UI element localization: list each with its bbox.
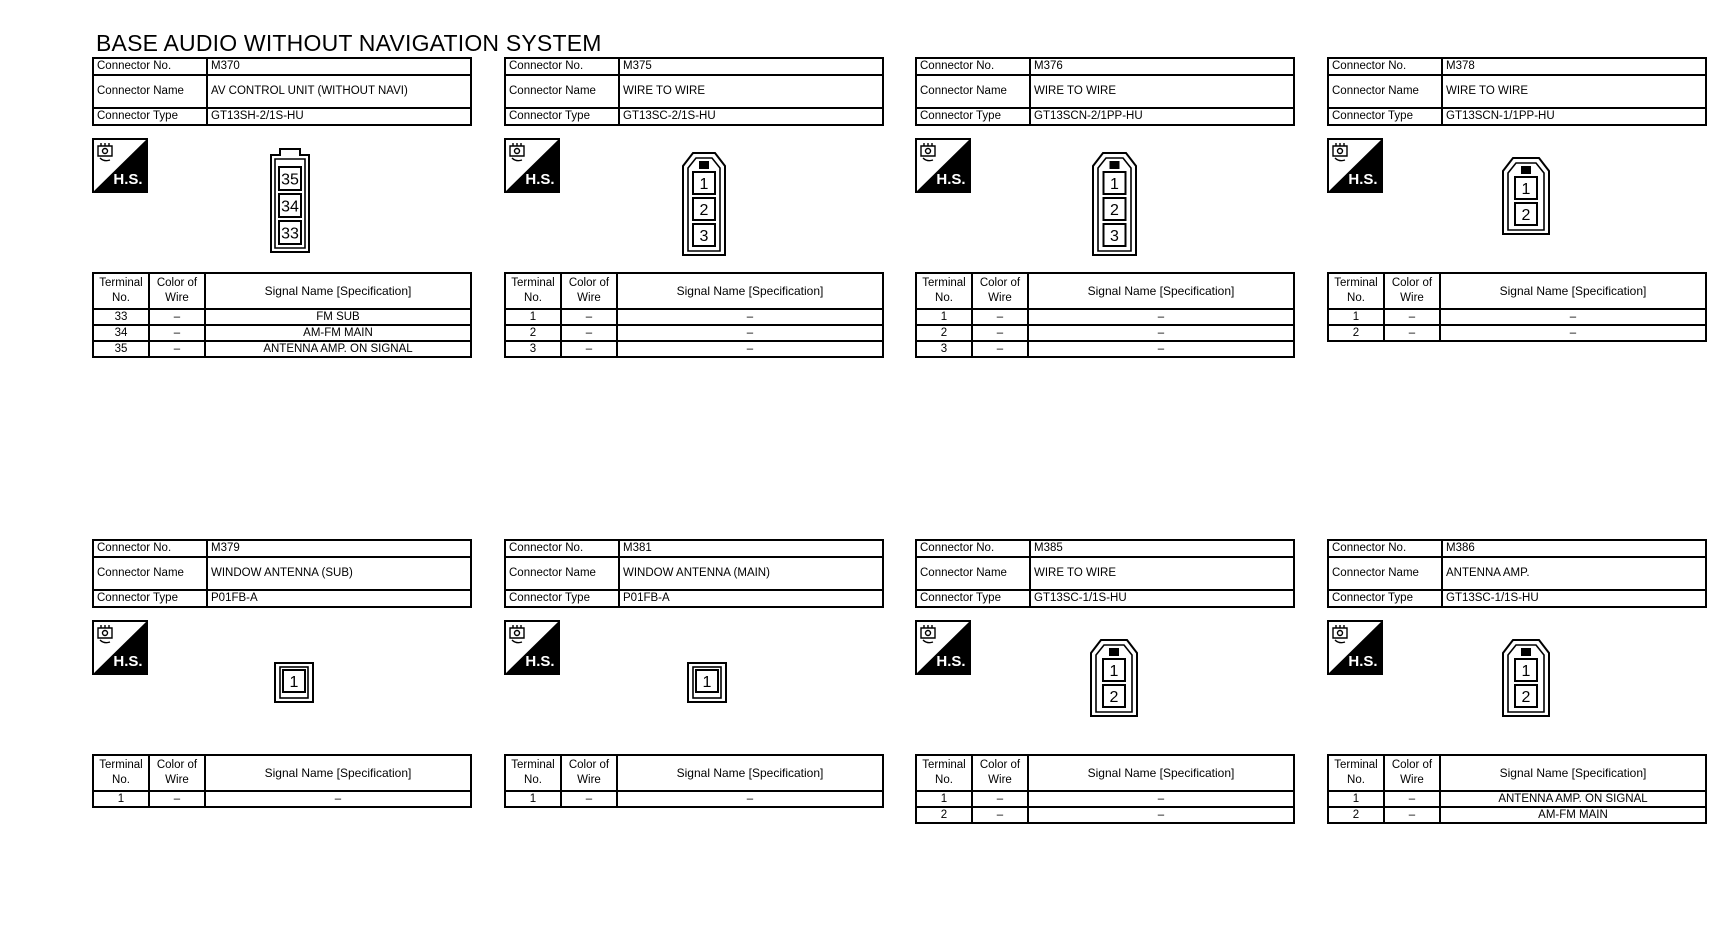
signal-name: –: [617, 791, 883, 807]
svg-text:H.S.: H.S.: [936, 653, 966, 670]
terminal-no: 1: [1328, 791, 1384, 807]
wire-color: –: [972, 807, 1028, 823]
terminal-no: 34: [93, 325, 149, 341]
table-row: [916, 325, 1294, 341]
terminal-table: [915, 272, 1295, 358]
terminal-no-header: Terminal No.: [1328, 273, 1384, 309]
terminal-table: [92, 272, 472, 358]
connector-no-value: M379: [207, 540, 471, 557]
connector-block: [1327, 539, 1707, 821]
table-row: [1328, 807, 1706, 823]
connector-diagram: [681, 152, 727, 263]
color-of-wire-header: Color of Wire: [1384, 273, 1440, 309]
connector-type-value: GT13SC-1/1S-HU: [1442, 590, 1706, 607]
terminal-no: 2: [916, 807, 972, 823]
pin-number: 2: [699, 202, 709, 219]
terminal-no: 33: [93, 309, 149, 325]
table-row: [505, 309, 883, 325]
signal-name: –: [1440, 325, 1706, 341]
pin-number: 1: [699, 176, 709, 193]
terminal-no: 2: [1328, 807, 1384, 823]
wire-color: –: [972, 325, 1028, 341]
connector-name-value: WIRE TO WIRE: [1030, 75, 1294, 108]
connector-info-table: [1327, 57, 1707, 126]
connector-type-value: GT13SCN-2/1PP-HU: [1030, 108, 1294, 125]
connector-block: [915, 57, 1295, 355]
signal-name: –: [1028, 791, 1294, 807]
color-of-wire-header: Color of Wire: [561, 273, 617, 309]
wire-color: –: [972, 309, 1028, 325]
connector-type-label: Connector Type: [916, 590, 1030, 607]
connector-name-label: Connector Name: [1328, 75, 1442, 108]
connector-name-label: Connector Name: [916, 557, 1030, 590]
table-row: [916, 791, 1294, 807]
connector-no-label: Connector No.: [1328, 540, 1442, 557]
wire-color: –: [972, 341, 1028, 357]
connector-name-label: Connector Name: [916, 75, 1030, 108]
wire-color: –: [561, 309, 617, 325]
svg-text:H.S.: H.S.: [936, 171, 966, 188]
table-row: [916, 309, 1294, 325]
terminal-no: 35: [93, 341, 149, 357]
connector-name-value: WINDOW ANTENNA (SUB): [207, 557, 471, 590]
harness-side-icon: [504, 620, 560, 675]
connector-diagram: [687, 662, 727, 709]
wire-color: –: [149, 791, 205, 807]
connector-diagram: [267, 147, 313, 261]
pin-number: 2: [1109, 689, 1119, 706]
table-row: [505, 325, 883, 341]
connector-no-value: M376: [1030, 58, 1294, 75]
connector-type-value: P01FB-A: [207, 590, 471, 607]
pin-number: 33: [281, 225, 299, 243]
terminal-table: [1327, 754, 1707, 824]
signal-name: –: [617, 325, 883, 341]
connector-type-label: Connector Type: [93, 108, 207, 125]
pin-number: 1: [1521, 181, 1531, 198]
signal-name: FM SUB: [205, 309, 471, 325]
connector-name-value: WIRE TO WIRE: [619, 75, 883, 108]
connector-name-label: Connector Name: [505, 557, 619, 590]
connector-type-label: Connector Type: [916, 108, 1030, 125]
terminal-no-header: Terminal No.: [1328, 755, 1384, 791]
connector-diagram: [1501, 157, 1551, 242]
signal-name-header: Signal Name [Specification]: [1440, 273, 1706, 309]
connector-no-label: Connector No.: [505, 540, 619, 557]
terminal-no: 1: [505, 791, 561, 807]
harness-side-icon: [92, 620, 148, 675]
terminal-no-header: Terminal No.: [916, 273, 972, 309]
terminal-no: 2: [1328, 325, 1384, 341]
connector-no-label: Connector No.: [93, 540, 207, 557]
table-row: [93, 341, 471, 357]
pin-number: 1: [1110, 176, 1119, 193]
color-of-wire-header: Color of Wire: [972, 755, 1028, 791]
terminal-no: 2: [505, 325, 561, 341]
signal-name: –: [1028, 807, 1294, 823]
svg-text:H.S.: H.S.: [1348, 171, 1378, 188]
svg-text:H.S.: H.S.: [1348, 653, 1378, 670]
connector-type-value: GT13SH-2/1S-HU: [207, 108, 471, 125]
wire-color: –: [149, 309, 205, 325]
pin-number: 1: [1521, 663, 1531, 680]
connector-info-table: [504, 539, 884, 608]
wire-color: –: [972, 791, 1028, 807]
signal-name: –: [205, 791, 471, 807]
terminal-no-header: Terminal No.: [505, 273, 561, 309]
connector-name-value: AV CONTROL UNIT (WITHOUT NAVI): [207, 75, 471, 108]
connector-diagram: [1089, 639, 1139, 724]
connector-type-value: GT13SC-2/1S-HU: [619, 108, 883, 125]
pin-number: 3: [1110, 228, 1119, 245]
signal-name-header: Signal Name [Specification]: [205, 755, 471, 791]
connector-block: [92, 57, 472, 355]
terminal-no: 3: [505, 341, 561, 357]
terminal-no: 3: [916, 341, 972, 357]
pin-number: 2: [1521, 207, 1531, 224]
wire-color: –: [1384, 791, 1440, 807]
harness-side-icon: [1327, 138, 1383, 193]
terminal-table: [504, 272, 884, 358]
pin-number: 34: [281, 198, 299, 216]
connector-no-value: M386: [1442, 540, 1706, 557]
signal-name-header: Signal Name [Specification]: [205, 273, 471, 309]
signal-name-header: Signal Name [Specification]: [1028, 273, 1294, 309]
signal-name-header: Signal Name [Specification]: [1028, 755, 1294, 791]
signal-name: –: [1028, 341, 1294, 357]
table-row: [1328, 309, 1706, 325]
connector-name-label: Connector Name: [93, 75, 207, 108]
pin-number: 1: [702, 674, 712, 691]
connector-type-label: Connector Type: [505, 590, 619, 607]
connector-type-label: Connector Type: [93, 590, 207, 607]
terminal-no-header: Terminal No.: [93, 755, 149, 791]
terminal-no: 1: [93, 791, 149, 807]
connector-diagram: [1091, 152, 1138, 263]
table-row: [505, 341, 883, 357]
wire-color: –: [1384, 325, 1440, 341]
terminal-no: 1: [916, 309, 972, 325]
pin-number: 35: [281, 171, 299, 189]
signal-name: AM-FM MAIN: [1440, 807, 1706, 823]
page-title: BASE AUDIO WITHOUT NAVIGATION SYSTEM: [96, 30, 602, 56]
signal-name: –: [1028, 309, 1294, 325]
svg-text:H.S.: H.S.: [113, 171, 143, 188]
connector-no-label: Connector No.: [93, 58, 207, 75]
color-of-wire-header: Color of Wire: [149, 273, 205, 309]
connector-type-label: Connector Type: [1328, 590, 1442, 607]
terminal-no: 1: [1328, 309, 1384, 325]
connector-name-value: WINDOW ANTENNA (MAIN): [619, 557, 883, 590]
connector-name-label: Connector Name: [1328, 557, 1442, 590]
connector-info-table: [1327, 539, 1707, 608]
connector-name-value: WIRE TO WIRE: [1442, 75, 1706, 108]
pin-number: 1: [1109, 663, 1119, 680]
harness-side-icon: [504, 138, 560, 193]
connector-no-value: M375: [619, 58, 883, 75]
wire-color: –: [561, 791, 617, 807]
connector-type-value: GT13SC-1/1S-HU: [1030, 590, 1294, 607]
connector-block: [915, 539, 1295, 821]
connector-info-table: [504, 57, 884, 126]
signal-name: –: [1440, 309, 1706, 325]
wire-color: –: [1384, 309, 1440, 325]
table-row: [93, 791, 471, 807]
svg-text:H.S.: H.S.: [525, 171, 555, 188]
terminal-table: [1327, 272, 1707, 342]
connector-info-table: [92, 539, 472, 608]
pin-number: 3: [699, 228, 709, 245]
table-row: [916, 807, 1294, 823]
signal-name: –: [617, 309, 883, 325]
wire-color: –: [149, 341, 205, 357]
connector-block: [1327, 57, 1707, 339]
pin-number: 2: [1110, 202, 1119, 219]
connector-no-value: M370: [207, 58, 471, 75]
connector-block: [92, 539, 472, 805]
terminal-no: 1: [505, 309, 561, 325]
terminal-no-header: Terminal No.: [916, 755, 972, 791]
signal-name: –: [617, 341, 883, 357]
connector-name-label: Connector Name: [505, 75, 619, 108]
color-of-wire-header: Color of Wire: [1384, 755, 1440, 791]
connector-no-value: M385: [1030, 540, 1294, 557]
connector-type-label: Connector Type: [505, 108, 619, 125]
connector-info-table: [915, 539, 1295, 608]
connector-no-value: M378: [1442, 58, 1706, 75]
connector-name-value: ANTENNA AMP.: [1442, 557, 1706, 590]
connector-no-label: Connector No.: [916, 540, 1030, 557]
signal-name: ANTENNA AMP. ON SIGNAL: [1440, 791, 1706, 807]
connector-type-value: GT13SCN-1/1PP-HU: [1442, 108, 1706, 125]
wire-color: –: [1384, 807, 1440, 823]
connector-block: [504, 539, 884, 805]
terminal-table: [504, 754, 884, 808]
terminal-table: [915, 754, 1295, 824]
harness-side-icon: [915, 138, 971, 193]
wire-color: –: [561, 325, 617, 341]
terminal-no-header: Terminal No.: [93, 273, 149, 309]
table-row: [93, 325, 471, 341]
svg-text:H.S.: H.S.: [113, 653, 143, 670]
signal-name-header: Signal Name [Specification]: [617, 755, 883, 791]
color-of-wire-header: Color of Wire: [561, 755, 617, 791]
table-row: [1328, 791, 1706, 807]
terminal-no: 2: [916, 325, 972, 341]
terminal-table: [92, 754, 472, 808]
connector-diagram: [1501, 639, 1551, 724]
harness-side-icon: [92, 138, 148, 193]
table-row: [1328, 325, 1706, 341]
table-row: [505, 791, 883, 807]
wire-color: –: [149, 325, 205, 341]
signal-name-header: Signal Name [Specification]: [617, 273, 883, 309]
signal-name-header: Signal Name [Specification]: [1440, 755, 1706, 791]
connector-no-label: Connector No.: [916, 58, 1030, 75]
connector-name-value: WIRE TO WIRE: [1030, 557, 1294, 590]
harness-side-icon: [1327, 620, 1383, 675]
connector-no-label: Connector No.: [505, 58, 619, 75]
signal-name: –: [1028, 325, 1294, 341]
connector-info-table: [915, 57, 1295, 126]
wire-color: –: [561, 341, 617, 357]
signal-name: AM-FM MAIN: [205, 325, 471, 341]
connector-block: [504, 57, 884, 355]
connector-type-label: Connector Type: [1328, 108, 1442, 125]
connector-info-table: [92, 57, 472, 126]
signal-name: ANTENNA AMP. ON SIGNAL: [205, 341, 471, 357]
connector-type-value: P01FB-A: [619, 590, 883, 607]
color-of-wire-header: Color of Wire: [972, 273, 1028, 309]
connector-no-value: M381: [619, 540, 883, 557]
color-of-wire-header: Color of Wire: [149, 755, 205, 791]
terminal-no-header: Terminal No.: [505, 755, 561, 791]
terminal-no: 1: [916, 791, 972, 807]
harness-side-icon: [915, 620, 971, 675]
table-row: [916, 341, 1294, 357]
connector-name-label: Connector Name: [93, 557, 207, 590]
connector-diagram: [274, 662, 314, 709]
pin-number: 2: [1521, 689, 1531, 706]
table-row: [93, 309, 471, 325]
connector-no-label: Connector No.: [1328, 58, 1442, 75]
pin-number: 1: [289, 674, 299, 691]
svg-text:H.S.: H.S.: [525, 653, 555, 670]
